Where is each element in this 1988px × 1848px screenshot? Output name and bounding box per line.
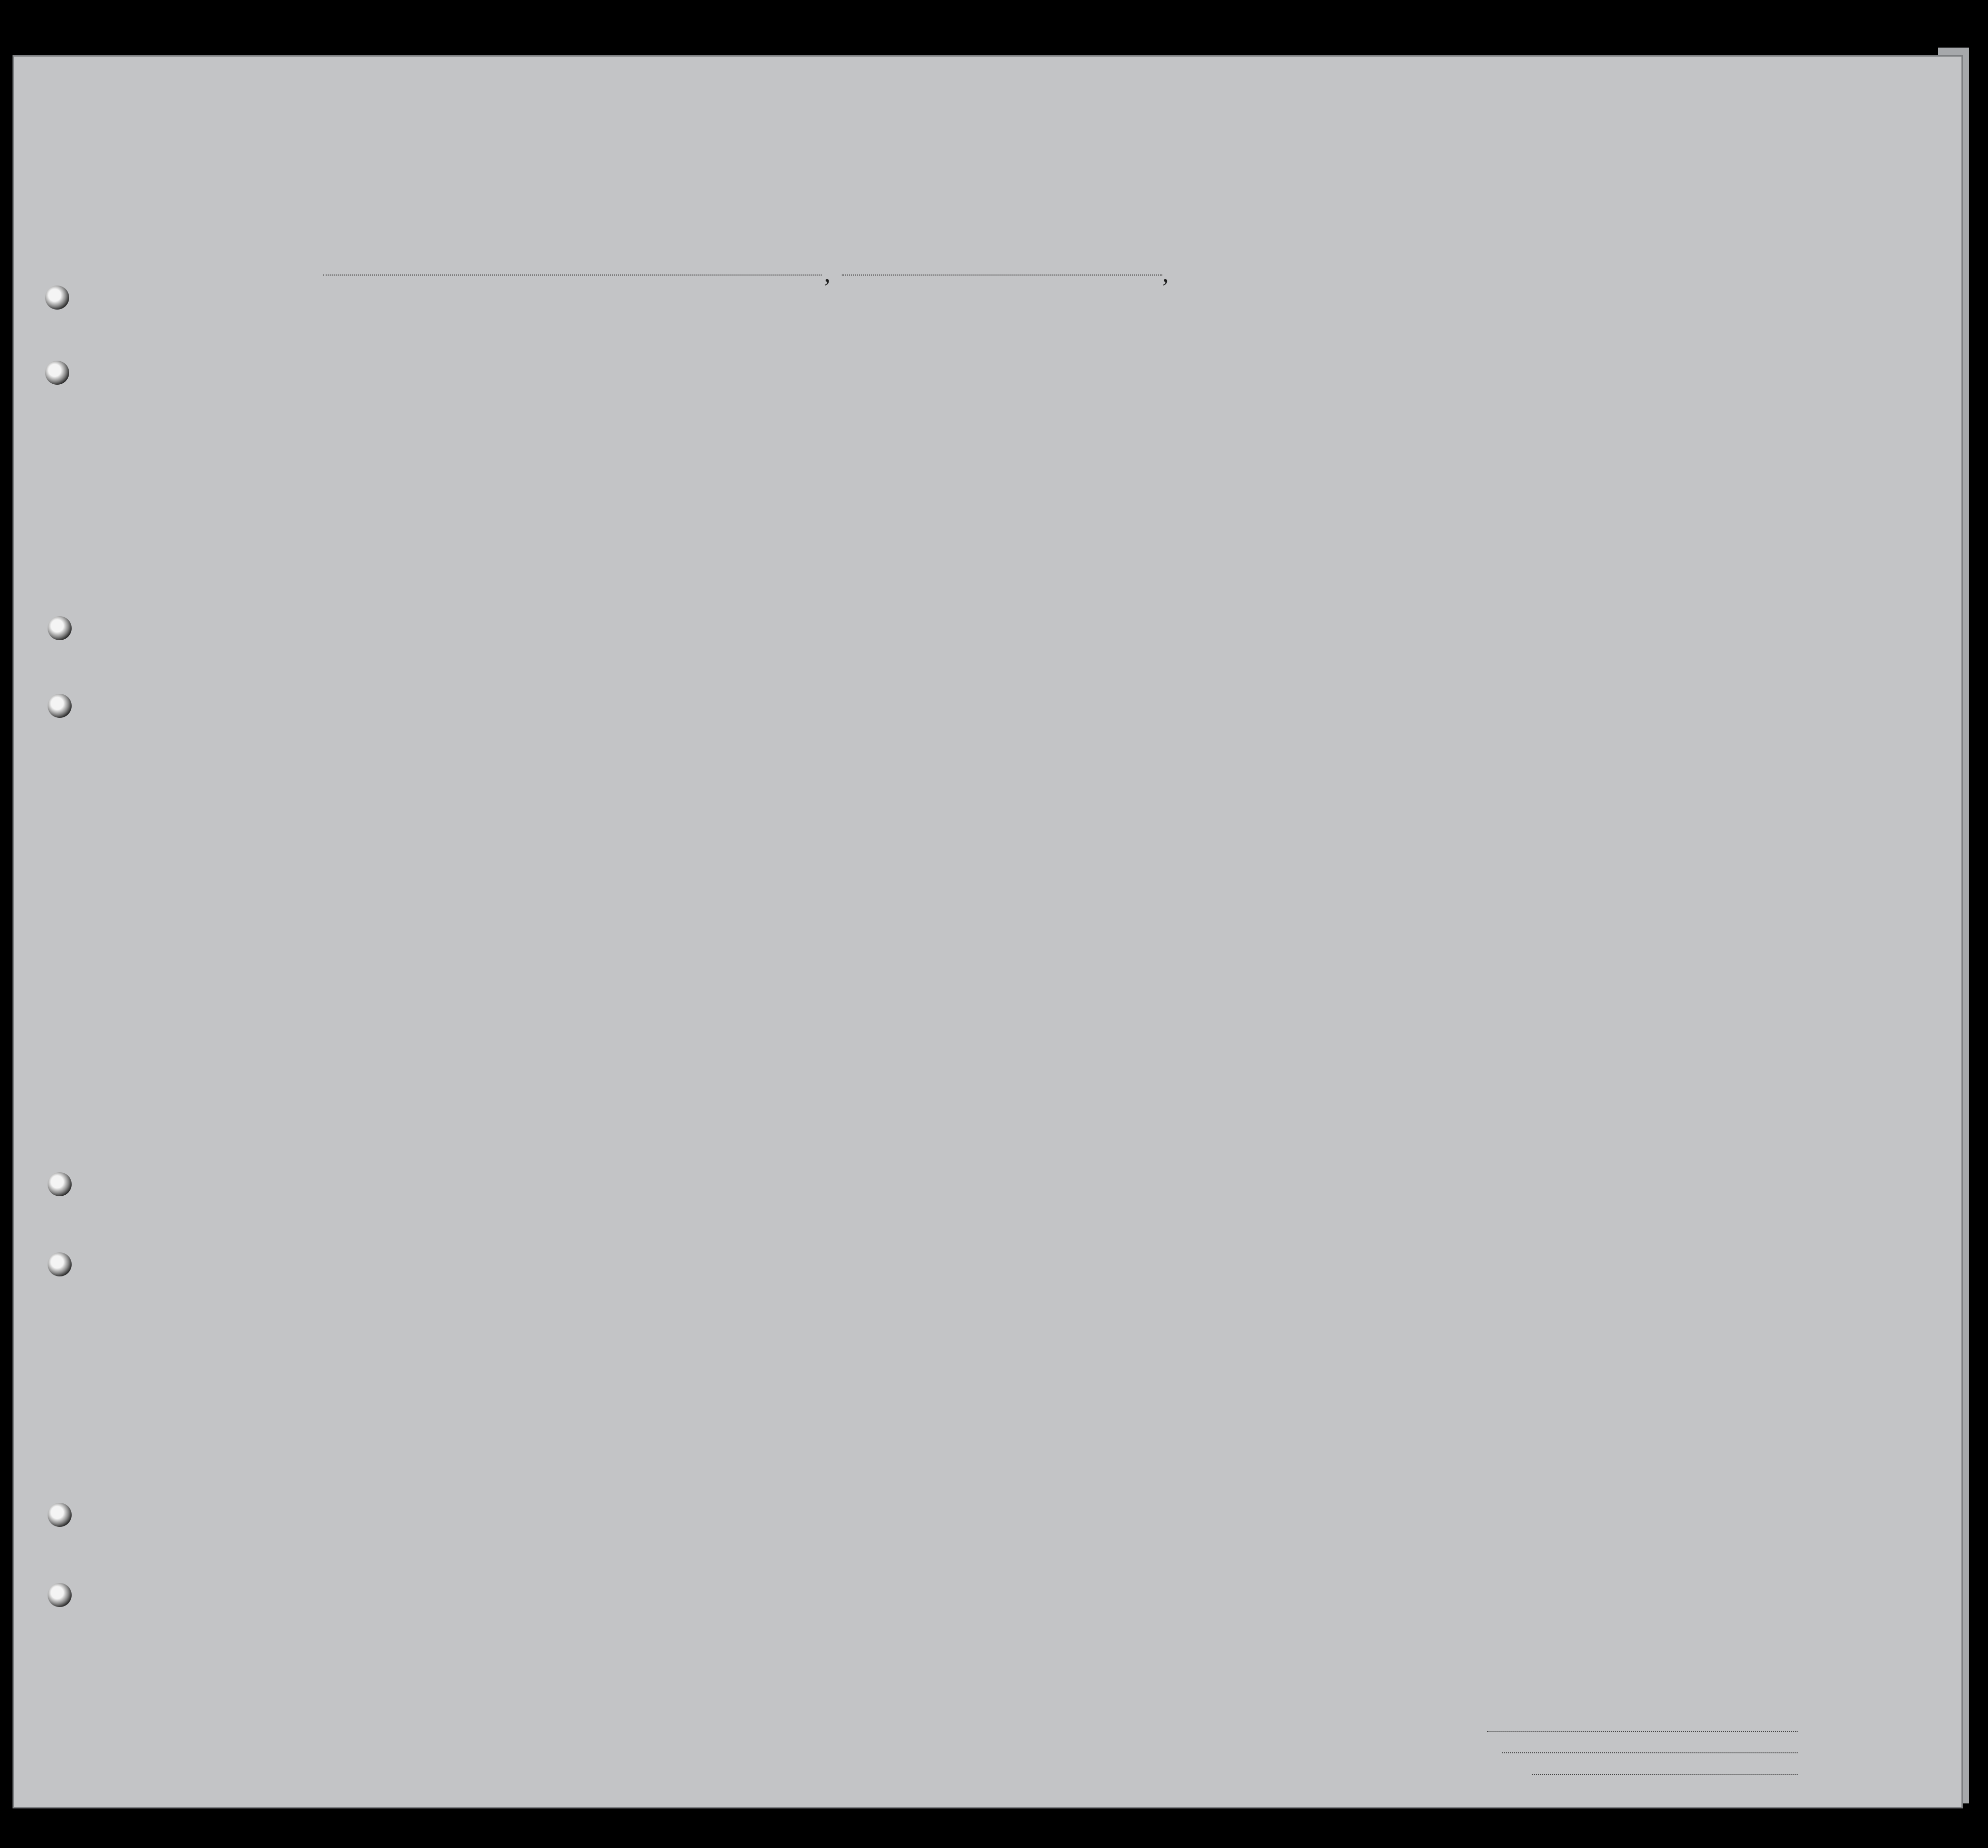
line-underline [1487, 1731, 1798, 1732]
header-purpose-return [1143, 360, 1163, 460]
comma: , [824, 259, 831, 287]
punch-hole [48, 1252, 72, 1276]
header-purpose-citizen [1215, 360, 1230, 460]
header-excluded [1440, 336, 1451, 461]
date-underline [842, 275, 1162, 276]
port-underline [323, 275, 822, 276]
punch-hole [48, 694, 72, 718]
punch-hole [48, 616, 72, 640]
header-labor-offer [1400, 336, 1423, 461]
header-deported [1467, 336, 1478, 461]
punch-hole [48, 1503, 72, 1527]
punch-hole [45, 361, 69, 385]
agents-underline [1532, 1774, 1798, 1775]
punch-hole [48, 1583, 72, 1607]
owners-underline [1502, 1752, 1798, 1753]
punch-hole [48, 1172, 72, 1196]
comma: , [1162, 259, 1169, 287]
header-prison [1254, 336, 1274, 461]
header-purpose-length [1178, 360, 1193, 460]
punch-hole [45, 286, 69, 310]
header-overthrow [1344, 336, 1381, 461]
